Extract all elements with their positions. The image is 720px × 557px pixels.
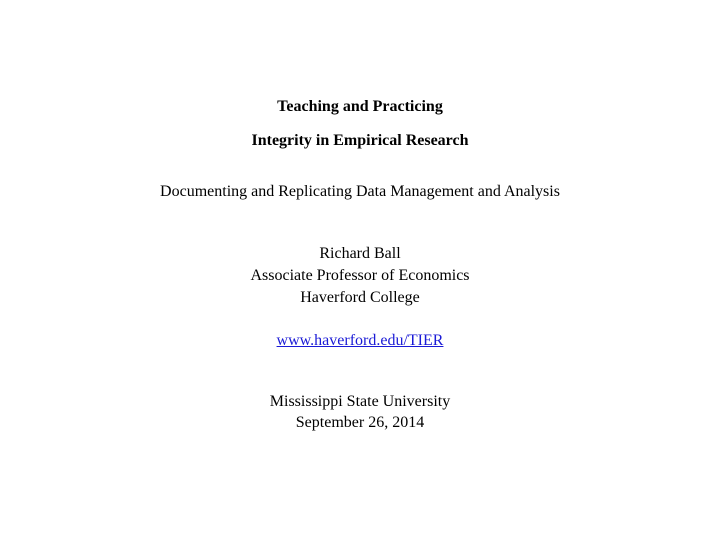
- title-line-1: Teaching and Practicing: [277, 98, 443, 115]
- tier-link-row: [0, 331, 720, 351]
- author-name: Richard Ball: [319, 245, 401, 262]
- author-affiliation: Haverford College: [300, 289, 420, 306]
- author-position: Associate Professor of Economics: [250, 267, 470, 284]
- event-date: September 26, 2014: [295, 414, 425, 431]
- subtitle: Documenting and Replicating Data Management and Analysis: [160, 183, 560, 200]
- tier-website-link[interactable]: www.haverford.edu/TIER: [276, 332, 444, 349]
- title-line-2: Integrity in Empirical Research: [251, 132, 469, 149]
- event-venue: Mississippi State University: [269, 393, 451, 410]
